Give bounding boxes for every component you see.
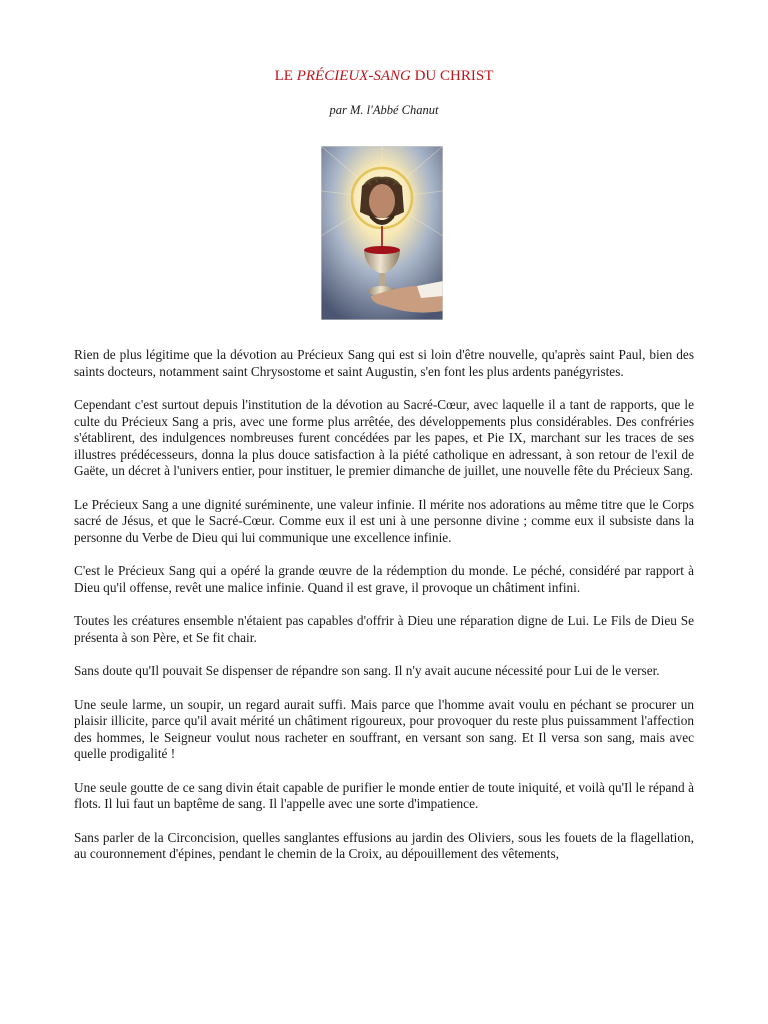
paragraph: Une seule goutte de ce sang divin était capable de purifier le monde entier de toute iniquité, et voilà qu'Il le répand à flots. Il lui faut un baptême de sang. Il l'appelle avec une sorte d'impatience. — [74, 779, 694, 811]
paragraph: Rien de plus légitime que la dévotion au Précieux Sang qui est si loin d'être nouvelle, qu'après saint Paul, bien des saints docteurs, notamment saint Chrysostome et saint Augustin, s'en font les plus ardents panégyristes. — [74, 347, 694, 379]
paragraph: Sans doute qu'Il pouvait Se dispenser de répandre son sang. Il n'y avait aucune nécessité pour Lui de le verser. — [74, 663, 660, 678]
paragraph: C'est le Précieux Sang qui a opéré la grande œuvre de la rédemption du monde. Le péché, considéré par rapport à Dieu qu'il offense, revêt une malice infinie. Quand il est grave, il provoque un châtiment infini. — [74, 563, 694, 595]
document-title — [0, 67, 768, 85]
title-part-1: LE — [274, 68, 297, 84]
paragraph: Une seule larme, un soupir, un regard aurait suffi. Mais parce que l'homme avait voulu en péchant se procurer un plaisir illicite, parce qu'il avait mérité un châtiment rigoureux, pour provoquer du reste plus puissamment l'affection des hommes, le Seigneur voulut nous racheter en souffrant, en versant son sang. Et Il versa son sang, mais avec quelle prodigalité ! — [74, 696, 694, 761]
title-italic-part: PRÉCIEUX-SANG — [296, 68, 411, 84]
author-byline: par M. l'Abbé Chanut — [329, 103, 439, 117]
body-text — [74, 347, 694, 880]
christ-chalice-icon — [321, 146, 443, 320]
paragraph: Sans parler de la Circoncision, quelles sanglantes effusions au jardin des Oliviers, sous les fouets de la flagellation, au couronnement d'épines, pendant le chemin de la Croix, au dépouillement des vêtements, — [74, 829, 694, 861]
paragraph: Toutes les créatures ensemble n'étaient pas capables d'offrir à Dieu une réparation digne de Lui. Le Fils de Dieu Se présenta à son Père, et Se fit chair. — [74, 613, 694, 645]
paragraph: Cependant c'est surtout depuis l'institution de la dévotion au Sacré-Cœur, avec laquelle il a tant de rapports, que le culte du Précieux Sang a pris, avec une forme plus arrêtée, des développements plus considérables. Des confréries s'établirent, des indulgences nombreuses furent concédées par les papes, et Pie IX, marchant sur les traces de ses illustres prédécesseurs, donna la plus douce satisfaction à la piété catholique en adressant, à son retour de l'exil de Gaëte, un décret à l'univers entier, pour instituer, le premier dimanche de juillet, une nouvelle fête du Précieux Sang. — [74, 397, 694, 478]
paragraph: Le Précieux Sang a une dignité suréminente, une valeur infinie. Il mérite nos adorations au même titre que le Corps sacré de Jésus, et que le Sacré-Cœur. Comme eux il est uni à une personne divine ; comme eux il subsiste dans la personne du Verbe de Dieu qui lui communique une excellence infinie. — [74, 496, 694, 545]
title-part-2: DU CHRIST — [410, 68, 494, 84]
